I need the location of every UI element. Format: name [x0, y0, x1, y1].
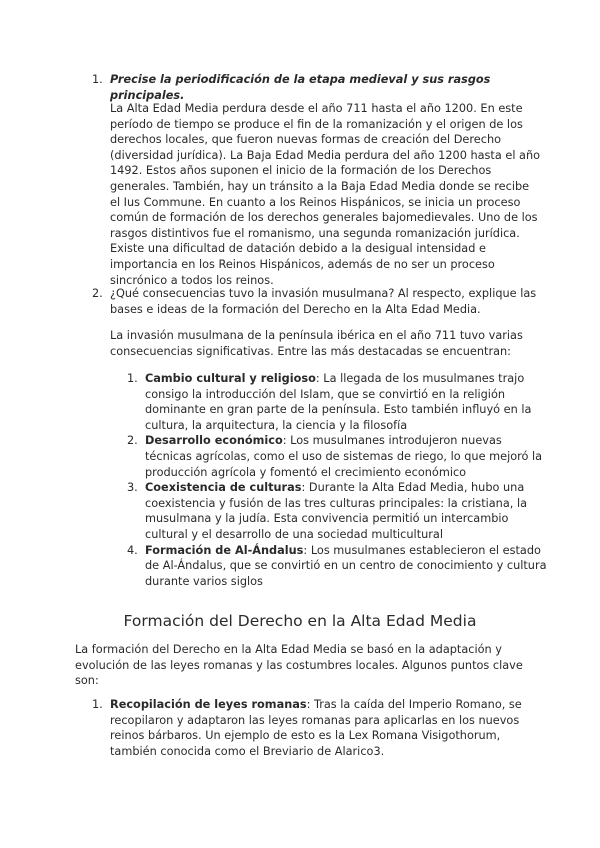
- list-item-number: 1.: [127, 372, 138, 385]
- list-item-text: : Los musulmanes establecieron el estado de Al-Ándalus, que se convirtió en un centro de conocimiento y cultura durante varios siglos: [145, 543, 547, 588]
- section-item: [110, 697, 542, 759]
- list-item-term: Coexistencia de culturas: [145, 481, 302, 495]
- list-item-number: 2.: [127, 434, 138, 448]
- section-intro: La formación del Derecho en la Alta Edad Media se basó en la adaptación y evolución de las leyes romanas y las costumbres locales. Algunos puntos clave son:: [75, 643, 523, 688]
- list-item: [127, 543, 547, 590]
- list-item: [127, 480, 547, 542]
- q2-consequences-list: [127, 371, 547, 589]
- list-item: [127, 371, 547, 433]
- section-item-term: Recopilación de leyes romanas: [110, 698, 307, 711]
- list-item-text: : La llegada de los musulmanes trajo consigo la introducción del Islam, que se convirtió en la religión dominante en gran parte de la península. Esto también influyó en la cultura, la arquitectura, la ciencia y la filosofía: [145, 372, 532, 432]
- q2-number: 2.: [92, 287, 103, 300]
- list-item-term: Formación de Al-Ándalus: [145, 543, 304, 557]
- section-heading: Formación del Derecho en la Alta Edad Media: [123, 612, 477, 630]
- q2-intro: La invasión musulmana de la península ibérica en el año 711 tuvo varias consecuencias significativas. Entre las más destacadas se encuentran:: [110, 329, 523, 358]
- list-item-term: Cambio cultural y religioso: [145, 372, 316, 385]
- section-item-number: 1.: [92, 698, 103, 711]
- list-item: [127, 433, 547, 480]
- section-item-text: : Tras la caída del Imperio Romano, se recopilaron y adaptaron las leyes romanas para aplicarlas en los nuevos reinos bárbaros. Un ejemplo de esto es la Lex Romana Visigothorum, también conocida como el Breviario de Alarico3.: [110, 698, 522, 758]
- list-item-number: 3.: [127, 481, 138, 495]
- list-item-term: Desarrollo económico: [145, 434, 283, 448]
- list-item-text: : Los musulmanes introdujeron nuevas técnicas agrícolas, como el uso de sistemas de riego, lo que mejoró la producción agrícola y fomentó el crecimiento económico: [145, 434, 543, 479]
- q1-number: 1.: [92, 73, 103, 86]
- q2-question: ¿Qué consecuencias tuvo la invasión musulmana? Al respecto, explique las bases e ideas de la formación del Derecho en la Alta Edad Media.: [110, 287, 537, 316]
- q1-answer: La Alta Edad Media perdura desde el año 711 hasta el año 1200. En este período de tiempo se produce el fin de la romanización y el origen de los derechos locales, que fueron nuevas formas de creación del Derecho (diversidad jurídica). La Baja Edad Media perdura del año 1200 hasta el año 1492. Estos años suponen el inicio de la formación de los Derechos generales. También, hay un tránsito a la Baja Edad Media donde se recibe el Ius Commune. En cuanto a los Reinos Hispánicos, se inicia un proceso común de formación de los derechos generales bajomedievales. Uno de los rasgos distintivos fue el romanismo, una segunda romanización jurídica. Existe una dificultad de datación debido a la desigual intensidad e importancia en los Reinos Hispánicos, además de no ser un proceso sincrónico a todos los reinos.: [110, 102, 541, 287]
- q1-question: Precise la periodificación de la etapa medieval y sus rasgos principales.: [110, 73, 491, 102]
- list-item-number: 4.: [127, 543, 138, 557]
- list-item-text: : Durante la Alta Edad Media, hubo una coexistencia y fusión de las tres culturas principales: la cristiana, la musulmana y la judía. Esta convivencia permitió un intercambio cultural y el desarrollo de una sociedad multicultural: [145, 481, 528, 541]
